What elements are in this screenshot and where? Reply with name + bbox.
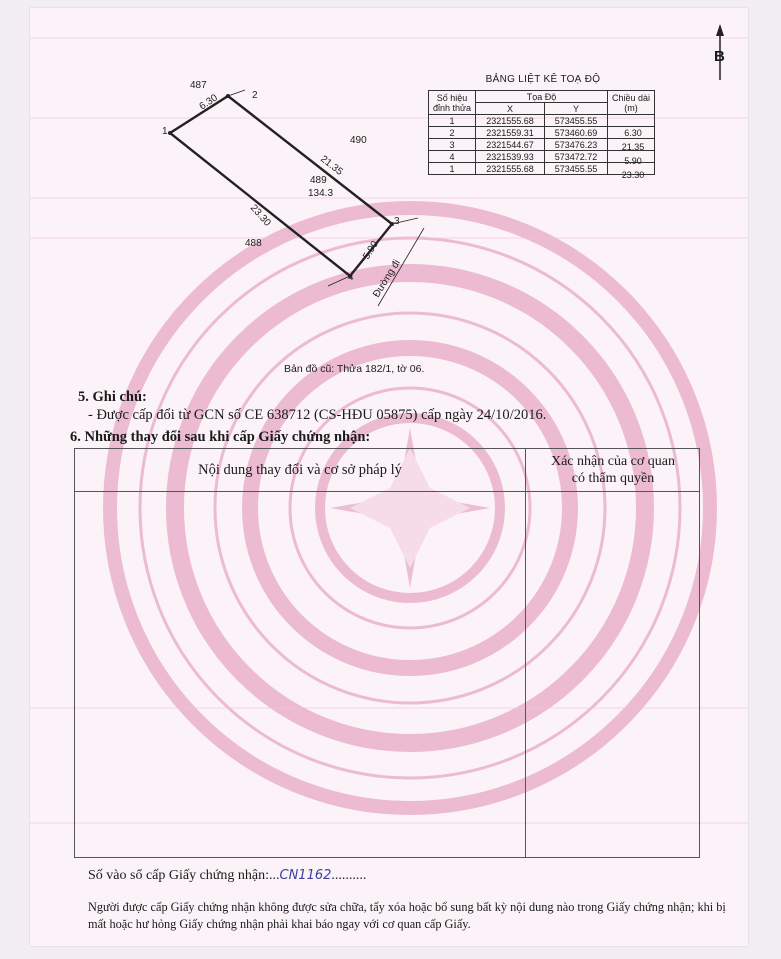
changes-column-divider xyxy=(525,491,526,857)
edge-4-1-label: 23.30 xyxy=(247,202,273,229)
table-row: 3 2321544.67 573476.23 xyxy=(429,139,655,151)
th-point: Số hiệu đỉnh thửa xyxy=(429,91,476,115)
section6-heading: 6. Những thay đổi sau khi cấp Giấy chứng nhận: xyxy=(70,429,371,445)
parcel-487: 487 xyxy=(190,80,207,91)
section5-heading: 5. Ghi chú: xyxy=(78,389,147,405)
edge-1-2-label: 6.30 xyxy=(197,92,220,113)
road-edge xyxy=(378,228,424,306)
length-3-4: 5.90 xyxy=(624,156,642,166)
registration-line: Số vào sổ cấp Giấy chứng nhận:...CN1162.......... xyxy=(88,868,367,883)
parcel-488: 488 xyxy=(245,238,262,249)
table-row: 1 2321555.68 573455.55 xyxy=(429,115,655,127)
road-label: Đường đi xyxy=(371,257,403,300)
vertex-1: 1 xyxy=(162,126,168,137)
registration-number: CN1162 xyxy=(279,868,332,883)
changes-table-header xyxy=(75,449,699,492)
section5-line: - Được cấp đổi từ GCN số CE 638712 (CS-HĐU 05875) cấp ngày 24/10/2016. xyxy=(88,407,547,423)
th-x: X xyxy=(476,103,545,115)
plot-diagram xyxy=(150,68,440,308)
th-coord: Tọa Độ xyxy=(476,91,608,103)
parcel-490: 490 xyxy=(350,135,367,146)
length-2-3: 21.35 xyxy=(621,142,645,152)
table-row: 1 2321555.68 573455.55 xyxy=(429,163,655,175)
changes-table xyxy=(74,448,700,858)
th-y: Y xyxy=(545,103,608,115)
notice-text: Người được cấp Giấy chứng nhận không được sửa chữa, tẩy xóa hoặc bổ sung bất kỳ nội dung nào trong Giấy chứng nhận; khi bị mất hoặc hư hỏng Giấy chứng nhận phải khai báo ngay với cơ quan cấp Giấy. xyxy=(88,900,726,931)
registration-label: Số vào sổ cấp Giấy chứng nhận: xyxy=(88,868,269,883)
length-1-2: 6.30 xyxy=(624,128,642,138)
edge-2-3-label: 21.35 xyxy=(318,153,345,178)
vertex-4: 4 xyxy=(348,272,354,283)
north-label: B xyxy=(714,48,725,65)
edge-3-4-label: 5.90 xyxy=(361,239,381,262)
changes-content-header: Nội dung thay đổi và cơ sở pháp lý xyxy=(198,461,402,478)
parcel-boundary xyxy=(170,96,392,276)
parcel-489: 489 xyxy=(310,175,327,186)
vertex-2: 2 xyxy=(252,90,258,101)
length-4-1: 23.30 xyxy=(621,170,645,180)
vertex-3: 3 xyxy=(394,216,400,227)
coord-table-title: BẢNG LIỆT KÊ TOẠ ĐỘ xyxy=(485,74,601,85)
authority-confirm-header: Xác nhận của cơ quan có thẩm quyền xyxy=(525,449,700,491)
certificate-page xyxy=(30,8,748,946)
parcel-area: 134.3 xyxy=(308,188,334,199)
old-map-note: Bản đồ cũ: Thửa 182/1, tờ 06. xyxy=(284,363,425,375)
th-length: Chiều dài (m) xyxy=(608,91,655,115)
table-row: 2 2321559.31 573460.69 xyxy=(429,127,655,139)
table-row: 4 2321539.93 573472.72 xyxy=(429,151,655,163)
length-column xyxy=(608,126,658,182)
